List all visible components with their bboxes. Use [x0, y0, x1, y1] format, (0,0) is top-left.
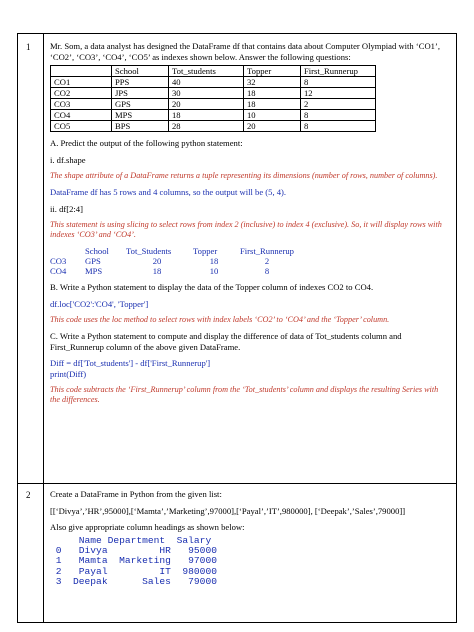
table-cell: 12	[301, 88, 376, 99]
table-cell: BPS	[112, 121, 169, 132]
q2-output-block	[50, 536, 450, 588]
table-cell: 18	[244, 99, 301, 110]
table-cell: 8	[301, 110, 376, 121]
output-line: 1 Mamta Marketing 97000	[50, 555, 217, 567]
table-cell: 28	[169, 121, 244, 132]
table-cell: 30	[169, 88, 244, 99]
question-1-content	[50, 41, 450, 405]
table-cell: 40	[169, 77, 244, 88]
output-line: 2 Payal IT 980000	[50, 565, 217, 577]
part-c-code-line-2: print(Diff)	[50, 368, 87, 379]
table-header: First_Runnerup	[301, 66, 376, 77]
part-a-i-answer: DataFrame df has 5 rows and 4 columns, so the output will be (5, 4).	[50, 187, 287, 197]
part-a-ii-statement: ii. df[2:4]	[50, 203, 83, 214]
question-number-2: 2	[26, 490, 31, 500]
part-a-ii-explanation: This statement is using slicing to select rows from index 2 (inclusive) to index 4 (exclusive). So, it will display rows with indexes ‘CO3’ and ‘CO4’.	[50, 220, 442, 239]
table-cell: GPS	[112, 99, 169, 110]
output-cell: 18	[209, 256, 219, 266]
table-header	[51, 66, 112, 77]
question-2-content	[50, 489, 450, 588]
table-cell: 8	[301, 77, 376, 88]
table-cell: 8	[301, 121, 376, 132]
output-row	[50, 266, 299, 276]
table-cell: CO1	[51, 77, 112, 88]
table-cell: 32	[244, 77, 301, 88]
part-a-question: A. Predict the output of the following python statement:	[50, 138, 243, 148]
output-header	[50, 246, 85, 256]
table-row	[51, 88, 376, 99]
table-row	[51, 121, 376, 132]
table-cell: 10	[244, 110, 301, 121]
table-header: Topper	[244, 66, 301, 77]
output-header: Topper	[193, 246, 218, 256]
table-row	[51, 99, 376, 110]
part-b-explanation: This code uses the loc method to select rows with index labels ‘CO2’ to ‘CO4’ and the ‘Topper’ column.	[50, 315, 390, 324]
table-row	[51, 110, 376, 121]
part-a-i-statement: i. df.shape	[50, 154, 86, 165]
output-header: School	[85, 246, 109, 256]
table-header: School	[112, 66, 169, 77]
output-header-line: Name Department Salary	[50, 534, 212, 546]
q2-list: [[‘Divya’,’HR’,95000],[‘Mamta’,’Marketing’,97000],[‘Payal’,’IT’,980000], [‘Deepak’,’Sales’,79000]]	[50, 505, 406, 516]
output-line: 0 Divya HR 95000	[50, 544, 217, 556]
q1-intro: Mr. Som, a data analyst has designed the DataFrame df that contains data about Computer Olympiad with ‘CO1’, ‘CO2’, ‘CO3’, ‘CO4’, ‘CO5’ as indexes shown below. Answer the following questions:	[50, 41, 440, 62]
table-cell: 20	[244, 121, 301, 132]
row-divider	[18, 483, 456, 484]
question-number-1: 1	[26, 42, 31, 52]
output-line: 3 Deepak Sales 79000	[50, 576, 217, 588]
table-cell: JPS	[112, 88, 169, 99]
table-cell: PPS	[112, 77, 169, 88]
table-cell: CO3	[51, 99, 112, 110]
dataframe-header-row	[51, 66, 376, 77]
output-cell: GPS	[85, 256, 101, 266]
table-cell: 20	[169, 99, 244, 110]
part-c-code-line-1: Diff = df['Tot_students'] - df['First_Runnerup']	[50, 358, 211, 368]
q2-heading-instruction: Also give appropriate column headings as shown below:	[50, 522, 245, 532]
table-cell: CO5	[51, 121, 112, 132]
part-c-explanation: This code subtracts the ‘First_Runnerup’ column from the ‘Tot_students’ column and displays the resulting Series with the differences.	[50, 385, 439, 404]
slice-output-table	[50, 246, 299, 276]
output-row	[50, 256, 299, 266]
part-b-code: df.loc['CO2':'CO4', 'Topper']	[50, 298, 149, 309]
number-column	[18, 34, 44, 622]
output-cell: 20	[152, 256, 162, 266]
output-cell: 10	[209, 266, 219, 276]
table-header: Tot_students	[169, 66, 244, 77]
part-a-i-explanation: The shape attribute of a DataFrame returns a tuple representing its dimensions (number of rows, number of columns).	[50, 171, 438, 180]
q2-intro: Create a DataFrame in Python from the given list:	[50, 489, 222, 499]
output-cell: MPS	[85, 266, 103, 276]
part-b-question: B. Write a Python statement to display the data of the Topper column of indexes CO2 to CO4.	[50, 282, 374, 292]
table-cell: MPS	[112, 110, 169, 121]
table-cell: 18	[244, 88, 301, 99]
table-cell: CO4	[51, 110, 112, 121]
question-table	[17, 33, 457, 623]
output-cell: 2	[264, 256, 270, 266]
output-header-row	[50, 246, 299, 256]
output-cell: CO3	[50, 256, 67, 266]
output-header: First_Runnerup	[240, 246, 294, 256]
table-row	[51, 77, 376, 88]
dataframe-table	[50, 65, 376, 132]
table-cell: 2	[301, 99, 376, 110]
table-cell: 18	[169, 110, 244, 121]
table-cell: CO2	[51, 88, 112, 99]
output-cell: 18	[152, 266, 162, 276]
output-cell: CO4	[50, 266, 67, 276]
output-cell: 8	[264, 266, 270, 276]
output-header: Tot_Students	[126, 246, 172, 256]
part-c-question: C. Write a Python statement to compute and display the difference of data of Tot_students column and First_Runnerup column of the above given DataFrame.	[50, 331, 402, 352]
